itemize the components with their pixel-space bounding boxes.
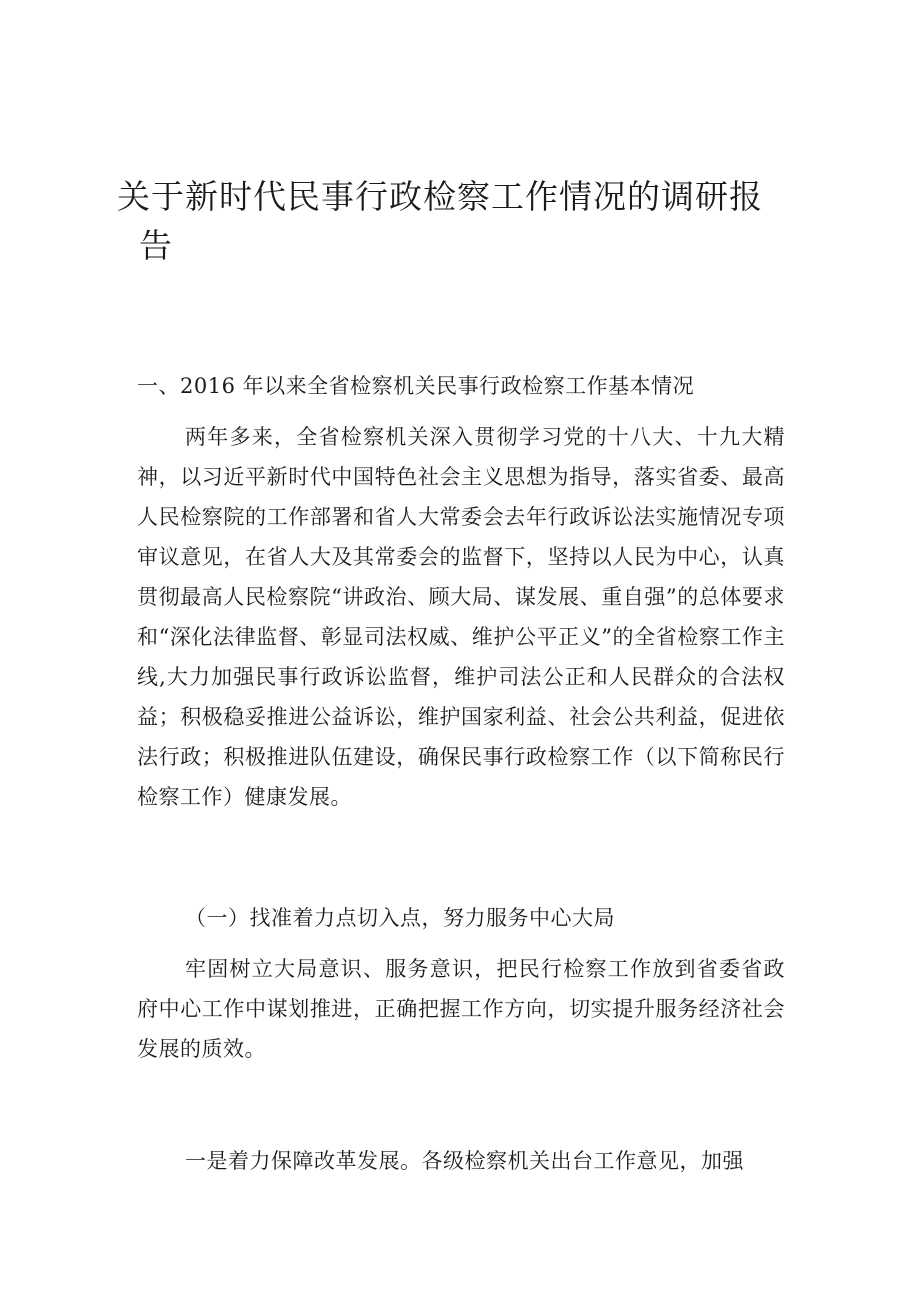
subsection-heading-1: （一）找准着力点切入点，努力服务中心大局 bbox=[185, 906, 615, 930]
paragraph-1: 两年多来，全省检察机关深入贯彻学习党的十八大、十九大精神，以习近平新时代中国特色社会主义思想为指导，落实省委、最高人民检察院的工作部署和省人大常委会去年行政诉讼法实施情况专项审议意见，在省人大及其常委会的监督下，坚持以人民为中心，认真贯彻最高人民检察院“讲政治、顾大局、谋发展、重自强”的总体要求和“深化法律监督、彰显司法权威、维护公平正义”的全省检察工作主线,大力加强民事行政诉讼监督，维护司法公正和人民群众的合法权益；积极稳妥推进公益诉讼，维护国家利益、社会公共利益，促进依法行政；积极推进队伍建设，确保民事行政检察工作（以下简称民行检察工作）健康发展。 bbox=[137, 425, 785, 809]
section-heading-1: 一、2016 年以来全省检察机关民事行政检察工作基本情况 bbox=[137, 374, 695, 398]
paragraph-2: 牢固树立大局意识、服务意识，把民行检察工作放到省委省政府中心工作中谋划推进，正确把握工作方向，切实提升服务经济社会发展的质效。 bbox=[137, 957, 785, 1061]
paragraph-3: 一是着力保障改革发展。各级检察机关出台工作意见，加强 bbox=[185, 1149, 744, 1173]
title-line-1: 关于新时代民事行政检察工作情况的调研报 bbox=[117, 177, 763, 216]
title-line-2: 告 bbox=[139, 226, 173, 265]
document-title bbox=[117, 172, 777, 270]
